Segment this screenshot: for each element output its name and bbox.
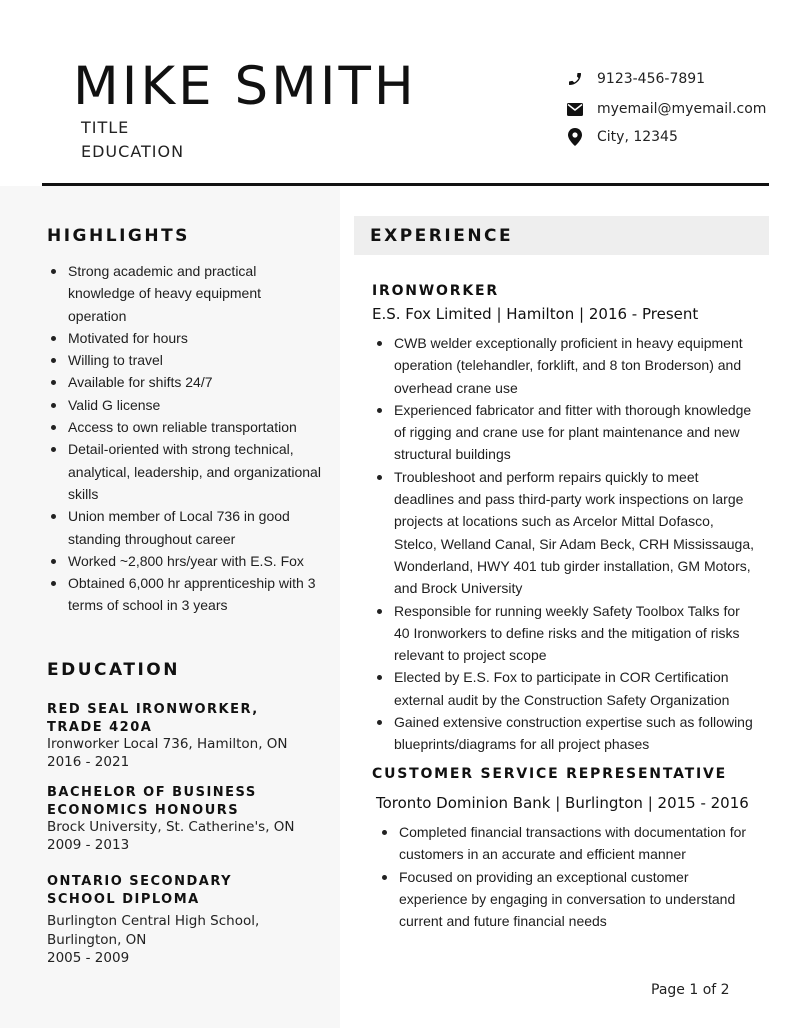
list-item: Experienced fabricator and fitter with thorough knowledge of rigging and crane use for plant maintenance and new structural buildings — [374, 399, 759, 466]
list-item: Detail-oriented with strong technical, analytical, leadership, and organizational skills — [48, 438, 323, 505]
education-entry-title: TRADE 420A — [47, 720, 153, 735]
phone-icon — [566, 70, 584, 88]
location-text: City, 12345 — [597, 129, 678, 145]
list-item: Troubleshoot and perform repairs quickly to meet deadlines and pass third-party work inspections on large projects at locations such as Arcelor Mittal Dofasco, Stelco, Welland Canal, Sir Adam Beck, CRH Mississauga, Wonderland, HWY 401 tub girder installation, GM Motors, and Brock University — [374, 466, 759, 600]
education-entry-dates: 2005 - 2009 — [47, 950, 130, 966]
envelope-icon — [566, 100, 584, 118]
contact-phone — [566, 70, 705, 88]
education-entry-school: Ironworker Local 736, Hamilton, ON — [47, 736, 288, 752]
list-item: CWB welder exceptionally proficient in heavy equipment operation (telehandler, forklift, and 8 ton Broderson) and overhead crane use — [374, 332, 759, 399]
job-bullets — [374, 332, 759, 756]
education-entry-title: SCHOOL DIPLOMA — [47, 892, 200, 907]
job-title: CUSTOMER SERVICE REPRESENTATIVE — [372, 766, 727, 782]
education-entry-school: Brock University, St. Catherine's, ON — [47, 819, 295, 835]
education-entry-title: BACHELOR OF BUSINESS — [47, 785, 257, 800]
list-item: Responsible for running weekly Safety Toolbox Talks for 40 Ironworkers to define risks and the mitigation of risks relevant to project scope — [374, 600, 759, 667]
education-entry-title: RED SEAL IRONWORKER, — [47, 702, 259, 717]
job-bullets — [379, 821, 759, 932]
list-item: Strong academic and practical knowledge of heavy equipment operation — [48, 260, 323, 327]
candidate-name: MIKE SMITH — [73, 56, 417, 117]
list-item: Completed financial transactions with documentation for customers in an accurate and efficient manner — [379, 821, 759, 866]
contact-email — [566, 100, 766, 118]
candidate-education: EDUCATION — [81, 142, 185, 161]
experience-heading: EXPERIENCE — [370, 226, 514, 246]
page-number: Page 1 of 2 — [651, 982, 730, 998]
candidate-title: TITLE — [81, 118, 130, 137]
list-item: Willing to travel — [48, 349, 323, 371]
list-item: Valid G license — [48, 394, 323, 416]
education-entry-dates: 2016 - 2021 — [47, 754, 130, 770]
phone-text: 9123-456-7891 — [597, 71, 706, 87]
job-subtitle: Toronto Dominion Bank | Burlington | 2015 - 2016 — [376, 794, 749, 812]
list-item: Union member of Local 736 in good standing throughout career — [48, 505, 323, 550]
list-item: Elected by E.S. Fox to participate in COR Certification external audit by the Construction Safety Organization — [374, 666, 759, 711]
highlights-list — [48, 260, 323, 617]
list-item: Available for shifts 24/7 — [48, 371, 323, 393]
job-title: IRONWORKER — [372, 283, 499, 299]
job-subtitle: E.S. Fox Limited | Hamilton | 2016 - Present — [372, 305, 699, 323]
education-entry-dates: 2009 - 2013 — [47, 837, 130, 853]
contact-location — [566, 128, 678, 146]
list-item: Motivated for hours — [48, 327, 323, 349]
email-text: myemail@myemail.com — [597, 101, 767, 117]
highlights-heading: HIGHLIGHTS — [47, 226, 190, 246]
list-item: Focused on providing an exceptional customer experience by engaging in conversation to understand current and future financial needs — [379, 866, 759, 933]
education-entry-location: Burlington, ON — [47, 932, 147, 948]
list-item: Obtained 6,000 hr apprenticeship with 3 terms of school in 3 years — [48, 572, 323, 617]
map-pin-icon — [566, 128, 584, 146]
list-item: Worked ~2,800 hrs/year with E.S. Fox — [48, 550, 323, 572]
education-entry-school: Burlington Central High School, — [47, 913, 260, 929]
list-item: Gained extensive construction expertise such as following blueprints/diagrams for all project phases — [374, 711, 759, 756]
education-entry-title: ONTARIO SECONDARY — [47, 874, 233, 889]
education-entry-title: ECONOMICS HONOURS — [47, 803, 240, 818]
list-item: Access to own reliable transportation — [48, 416, 323, 438]
education-heading: EDUCATION — [47, 660, 180, 680]
